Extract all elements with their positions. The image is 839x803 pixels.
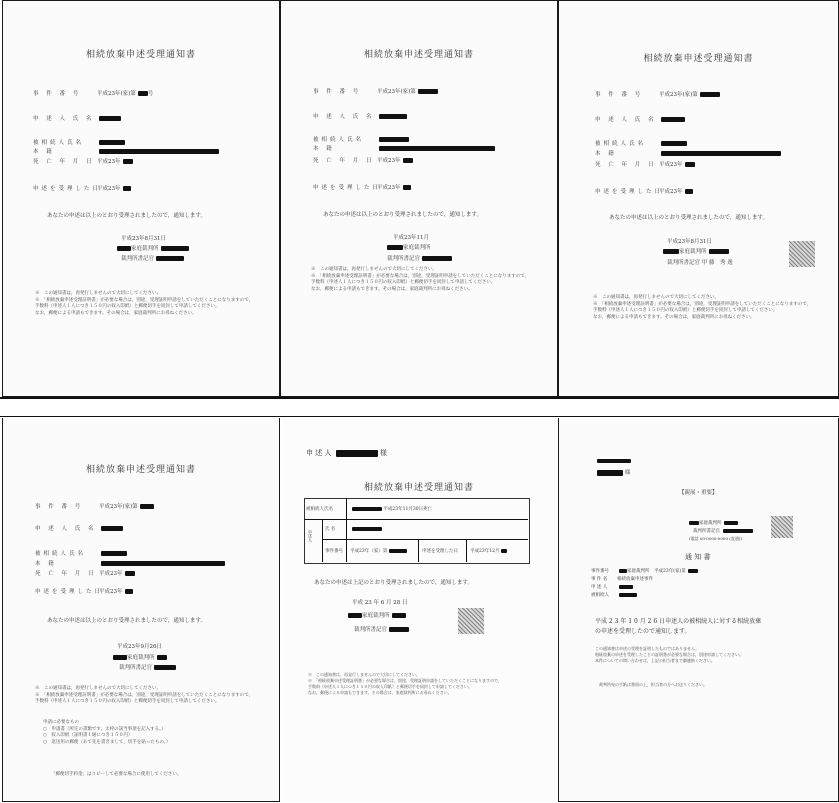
field-case-name: 事 件 名 相続放棄申述事件 bbox=[591, 577, 653, 582]
table-name-value bbox=[350, 526, 382, 532]
redaction bbox=[663, 249, 679, 254]
notes: ※ この通知書は，再発行しませんので大切にしてください。 ※ 「相続放棄申述受理証明書」が必要な場合は，別途，受理証明申請をしていただくことになりますので， 手数料（申述人１人につき１５０円の収入印紙）と郵便切手を同封して申請してください。 bbox=[35, 686, 254, 704]
redaction bbox=[125, 589, 133, 594]
decedent-row: 被相続人氏名 bbox=[35, 549, 127, 557]
redaction bbox=[688, 569, 698, 573]
clerk-row: 裁判所書記官 bbox=[354, 625, 409, 633]
issue-date: 平成23年8月31日 bbox=[667, 239, 712, 245]
notice-document-1 bbox=[2, 0, 280, 397]
document-title: 相続放棄申述受理通知書 bbox=[85, 50, 196, 60]
redaction bbox=[724, 521, 738, 525]
document-title: 相続放棄申述受理通知書 bbox=[363, 483, 474, 493]
redaction bbox=[418, 89, 438, 94]
decedent-row: 被相続人氏名 bbox=[33, 138, 125, 146]
notice-document-4 bbox=[2, 418, 280, 802]
redaction bbox=[619, 593, 637, 597]
court-row: 家庭裁判所 bbox=[687, 520, 738, 526]
subject-label: 【親展・重要】 bbox=[679, 490, 718, 496]
applicant-header: 申 述 人 様 bbox=[306, 449, 387, 457]
redaction bbox=[161, 246, 189, 251]
case-number-row: 事 件 番 号 平成23年(家)第 号 bbox=[33, 91, 154, 97]
application-requirements: 申請に必要なもの ○ 申請書（所定の書類です。太枠の該当事項を記入する。） ○ 収入印紙（証明書１通につき１５０円） ○ 返送用の郵便（あて先を書きまして，切手を貼ったもの。） bbox=[43, 720, 171, 745]
table-rule bbox=[466, 539, 467, 562]
domicile-row: 本 籍 bbox=[35, 559, 225, 567]
domicile-row: 本 籍 bbox=[33, 147, 219, 155]
court-row: 家庭裁判所 bbox=[346, 611, 406, 619]
notes: ※ この通知書は，再発行しませんので大切にしてください。 ※ 「相続放棄申述受理証明書」が必要な場合は，別途，受理証明申請をしていただくことになりますので， 手数料（申述人１人につき１５０円の収入印紙）と郵便切手を同封して申請してください。 なお，郵便による申請もできます。その場合は，家庭裁判所にお尋ねください。 bbox=[308, 672, 502, 695]
court-row: 家庭裁判所 bbox=[115, 244, 189, 252]
official-seal bbox=[789, 241, 815, 267]
redaction bbox=[123, 186, 131, 191]
redaction bbox=[125, 571, 135, 576]
redaction bbox=[99, 140, 125, 145]
notes: ※ この通知書は，再発行しませんので大切にしてください。 ※ 「相続放棄申述受理証明書」が必要な場合は，別途，受理証明申請をしていただくことになりますので， 手数料（申述人１人につき１５０円の収入印紙）と郵便切手を同封して申請してください。 なお，郵便による申請もできます。その場合は，家庭裁判所にお尋ねください。 bbox=[593, 295, 812, 320]
redaction bbox=[140, 504, 154, 509]
official-seal bbox=[458, 608, 484, 634]
domicile-row: 本 籍 bbox=[595, 149, 781, 157]
redaction bbox=[689, 521, 699, 525]
applicant-row: 申 述 人 氏 名 bbox=[35, 524, 123, 532]
official-seal bbox=[771, 516, 793, 538]
redaction bbox=[661, 151, 781, 156]
court-row: 家庭裁判所 bbox=[385, 243, 431, 251]
decedent-row: 被相続人氏名 bbox=[313, 135, 409, 143]
document-title: 相続放棄申述受理通知書 bbox=[85, 465, 196, 475]
clerk-row: 裁判所書記官 bbox=[387, 254, 452, 262]
main-text-line-2: の申述を受理したので通知します。 bbox=[595, 628, 691, 635]
table-rule bbox=[322, 519, 323, 562]
court-row: 家庭裁判所 bbox=[111, 653, 167, 661]
document-title: 相続放棄申述受理通知書 bbox=[643, 54, 754, 64]
recipient-address bbox=[595, 458, 631, 464]
redaction bbox=[113, 655, 127, 660]
table-decedent-value: 平成23年11月30日死亡 bbox=[350, 506, 432, 512]
applicant-row: 申 述 人 氏 名 bbox=[313, 112, 407, 120]
redaction bbox=[352, 527, 382, 531]
case-number-row: 事 件 番 号 平成23年(家)第 bbox=[313, 87, 438, 95]
recipient-row: 様 bbox=[595, 468, 630, 476]
redaction bbox=[597, 459, 631, 463]
redaction bbox=[348, 613, 362, 618]
redaction bbox=[709, 249, 729, 254]
redaction bbox=[403, 158, 413, 163]
redaction bbox=[619, 585, 633, 589]
redaction bbox=[685, 162, 695, 167]
redaction bbox=[501, 549, 507, 553]
redaction bbox=[352, 507, 382, 511]
redaction bbox=[389, 549, 407, 553]
redaction bbox=[392, 613, 406, 618]
redaction bbox=[101, 551, 127, 556]
issue-date: 平成23年8月31日 bbox=[121, 236, 166, 242]
accepted-date-row: 申述を受理した日平成23年 bbox=[313, 183, 411, 191]
table-label-accepted: 申述を受理した日 bbox=[422, 549, 458, 554]
clerk-row: 裁判所書記官 bbox=[121, 254, 184, 262]
redaction bbox=[379, 137, 409, 142]
issue-date: 平成23年9月26日 bbox=[117, 644, 162, 650]
case-number-row: 事 件 番 号 平成23年(家)第 bbox=[595, 90, 720, 98]
table-label-name: 氏 名 bbox=[325, 527, 336, 532]
issue-date: 平成23年11月 bbox=[393, 235, 429, 241]
clerk-row: 裁判所書記官 bbox=[119, 663, 176, 671]
accepted-date-row: 申述を受理した日平成23年 bbox=[35, 587, 133, 595]
redaction bbox=[723, 529, 753, 533]
redaction bbox=[101, 526, 123, 531]
domicile-row: 本 籍 bbox=[313, 144, 495, 152]
redaction bbox=[387, 245, 403, 250]
table-rule bbox=[304, 519, 528, 520]
notice-sentence: あなたの申述は上記のとおり受理されましたので，通知します。 bbox=[314, 580, 473, 586]
field-applicant: 申 述 人 bbox=[591, 584, 633, 590]
table-case-value: 平成23年（家）第 bbox=[350, 548, 407, 554]
redaction bbox=[117, 246, 131, 251]
applicant-row: 申 述 人 氏 名 bbox=[33, 114, 121, 122]
notice-sentence: あなたの申述は以上のとおり受理されましたので，通知します。 bbox=[609, 215, 768, 221]
death-date-row: 死 亡 年 月 日 平成23年 bbox=[33, 157, 133, 165]
notes: ※ この通知書は，再発行しませんので大切にしてください。 ※ 「相続放棄申述受理証明書」が必要な場合は，別途，受理証明申請をしていただくことになりますので， 手数料（申述人１人につき１５０円の収入印紙）と郵便切手を同封して申請してください。 なお，郵便による申請もできます。その場合は，家庭裁判所にお尋ねください。 bbox=[311, 267, 530, 292]
redaction bbox=[123, 159, 133, 164]
redaction bbox=[99, 149, 219, 154]
death-date-row: 死 亡 年 月 日 平成23年 bbox=[313, 156, 413, 164]
field-case-number: 事件番号 家庭裁判所 平成23年(家)第 bbox=[591, 568, 698, 574]
separator-line bbox=[0, 416, 839, 417]
redaction bbox=[101, 561, 225, 566]
notice-sentence: あなたの申述は以上のとおり受理されましたので，通知します。 bbox=[47, 618, 206, 624]
telephone: (電話 00-0000-0000 (直通)) bbox=[689, 536, 742, 541]
death-date-row: 死 亡 年 月 日 平成23年 bbox=[35, 569, 135, 577]
body-text: この通知書は申述の受理を証明したものではありません。 相続放棄の申述を受理したことの証明書が必要な場合は，別途申請してください。 本件についての問い合わせは，上記の担当者まで御連絡ください。 bbox=[595, 646, 743, 663]
notice-sentence: あなたの申述は以上のとおり受理されましたので，通知します。 bbox=[47, 213, 206, 219]
decedent-row: 被相続人氏名 bbox=[595, 139, 687, 147]
table-rule bbox=[346, 498, 347, 562]
table-rule bbox=[322, 539, 528, 540]
table-label-decedent: 被相続人氏名 bbox=[306, 507, 333, 512]
redaction bbox=[138, 91, 148, 96]
accepted-date-row: 申述を受理した日平成23年 bbox=[33, 184, 131, 192]
redaction bbox=[700, 92, 720, 97]
separator-line bbox=[0, 397, 839, 399]
field-decedent: 被相続人 bbox=[591, 592, 637, 598]
accepted-date-row: 申述を受理した日平成23年 bbox=[595, 187, 693, 195]
notice-document-6 bbox=[558, 418, 839, 802]
redaction bbox=[597, 470, 623, 476]
case-number-row: 事 件 番 号 平成23年(家)第 bbox=[35, 502, 154, 510]
document-title: 相続放棄申述受理通知書 bbox=[363, 50, 474, 60]
table-label-case: 事件番号 bbox=[325, 549, 343, 554]
footer-text: 裁判所宛の手紙は書留の上，担当者の方へお送りください。 bbox=[599, 682, 707, 687]
redaction bbox=[154, 665, 176, 670]
issue-date: 平成 23 年 6 月 28 日 bbox=[352, 600, 408, 606]
redaction bbox=[389, 627, 409, 632]
main-text-line-1: 平成 2 3 年 1 0 月 2 6 日申述人の被相続人に対する相続放棄 bbox=[595, 618, 762, 625]
notice-heading: 通 知 書 bbox=[685, 553, 711, 561]
applicant-row: 申 述 人 氏 名 bbox=[595, 115, 685, 123]
postage-note: 「郵便切手料金」はコピーして必要な場合に使用してください。 bbox=[51, 772, 182, 777]
redaction bbox=[685, 189, 693, 194]
court-row: 家庭裁判所 bbox=[661, 247, 729, 255]
table-rule bbox=[418, 539, 419, 562]
notice-document-2 bbox=[280, 0, 558, 397]
redaction bbox=[99, 116, 121, 121]
redaction bbox=[661, 141, 687, 146]
redaction bbox=[403, 185, 411, 190]
redaction bbox=[157, 655, 167, 660]
table-label-applicant: 申述人 bbox=[308, 530, 313, 542]
redaction bbox=[156, 256, 184, 261]
redaction bbox=[661, 117, 685, 122]
notes: ※ この通知書は，再発行しませんので大切にしてください。 ※ 「相続放棄申述受理証明書」が必要な場合は，別途，受理証明申請をしていただくことになりますので， 手数料（申述人１人につき１５０円の収入印紙）と郵便切手を同封して申請してください。 なお，郵便による申請もできます。その場合は，家庭裁判所にお尋ねください。 bbox=[35, 291, 254, 316]
notice-document-5 bbox=[282, 418, 556, 801]
redaction bbox=[379, 114, 407, 119]
notice-sentence: あなたの申述は以上のとおり受理されましたので，通知します。 bbox=[323, 212, 482, 218]
clerk-row: 裁判所書記官 甲 藤 秀 逸 bbox=[667, 260, 733, 266]
death-date-row: 死 亡 年 月 日 平成23年 bbox=[595, 160, 695, 168]
redaction bbox=[422, 256, 452, 261]
redaction bbox=[619, 569, 627, 573]
clerk-row: 裁判所書記官 bbox=[693, 528, 753, 534]
notice-document-3 bbox=[558, 0, 839, 397]
redaction bbox=[336, 450, 378, 457]
redaction bbox=[379, 146, 495, 151]
table-accepted-value: 平成23年12月 bbox=[470, 548, 507, 554]
